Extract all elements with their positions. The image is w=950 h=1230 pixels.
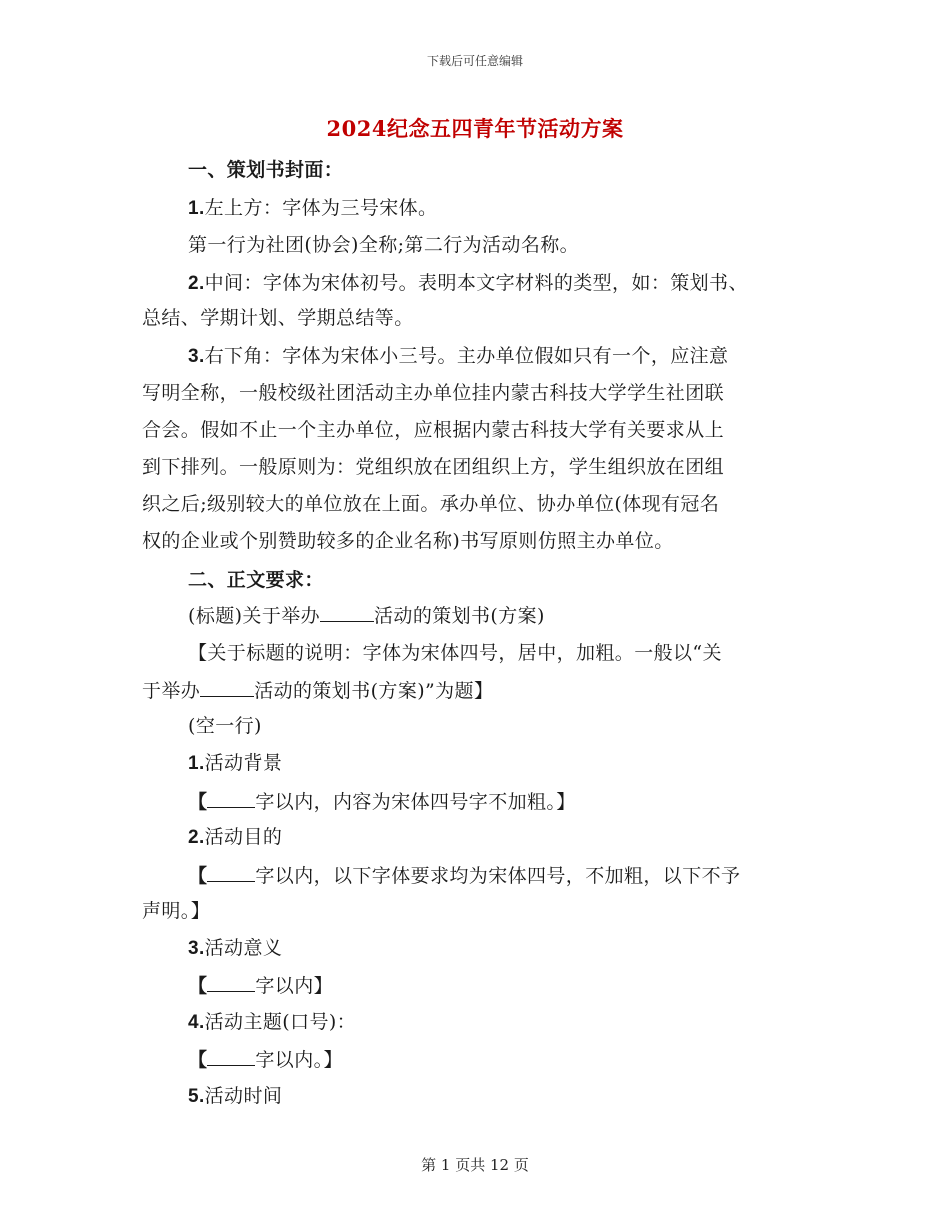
blank-underline <box>320 601 374 622</box>
s1-item-2-cont: 总结、学期计划、学期总结等。 <box>142 307 414 329</box>
bracket-open: 【 <box>188 1049 208 1071</box>
blank-underline <box>207 971 255 992</box>
s1-item-3-line-4: 到下排列。一般原则为：党组织放在团组织上方，学生组织放在团组 <box>142 456 725 478</box>
s2-item-2-note <box>188 861 740 890</box>
blank-underline <box>200 676 254 697</box>
s2-item-2-number: 2. <box>188 827 205 848</box>
s2-item-3-note-text: 字以内】 <box>255 975 334 997</box>
s2-item-2-note-cont: 声明。】 <box>142 900 211 922</box>
s2-item-4-note <box>188 1045 343 1074</box>
s1-item-3-text: 右下角：字体为宋体小三号。主办单位假如只有一个，应注意 <box>204 345 729 367</box>
s2-item-2-label: 活动目的 <box>204 826 283 848</box>
s2-note-suffix: 活动的策划书(方案)”为题】 <box>254 680 494 702</box>
s1-item-2-number: 2. <box>188 273 205 294</box>
s1-item-3-line-2: 写明全称，一般校级社团活动主办单位挂内蒙古科技大学学生社团联 <box>142 382 725 404</box>
s2-note-prefix: 于举办 <box>142 680 201 702</box>
s2-title-note-line-1: 【关于标题的说明：字体为宋体四号，居中，加粗。一般以“关 <box>188 642 722 664</box>
s2-item-5 <box>188 1082 282 1111</box>
s2-item-4-number: 4. <box>188 1012 205 1033</box>
s2-item-5-number: 5. <box>188 1086 205 1107</box>
s2-item-2 <box>188 823 282 852</box>
s1-item-3-line-3: 合会。假如不止一个主办单位，应根据内蒙古科技大学有关要求从上 <box>142 419 725 441</box>
blank-underline <box>207 1045 255 1066</box>
s2-title-suffix: 活动的策划书(方案) <box>374 605 545 627</box>
s2-item-1-note-text: 字以内，内容为宋体四号字不加粗。】 <box>255 791 576 813</box>
s2-empty-line-note: (空一行) <box>188 715 262 737</box>
s2-item-3-number: 3. <box>188 938 205 959</box>
s1-item-2 <box>188 269 748 298</box>
s1-item-2-text: 中间：字体为宋体初号。表明本文字材料的类型，如：策划书、 <box>204 272 748 294</box>
s2-item-1-number: 1. <box>188 753 205 774</box>
s2-item-4 <box>188 1008 356 1037</box>
s1-item-3-number: 3. <box>188 346 205 367</box>
page-header-note: 下载后可任意编辑 <box>426 54 523 68</box>
s1-item-3-line-5: 织之后;级别较大的单位放在上面。承办单位、协办单位(体现有冠名 <box>142 493 720 515</box>
s1-item-1-number: 1. <box>188 198 205 219</box>
blank-underline <box>207 861 255 882</box>
s2-item-2-note-text: 字以内，以下字体要求均为宋体四号，不加粗，以下不予 <box>255 865 741 887</box>
s2-item-4-note-text: 字以内。】 <box>255 1049 343 1071</box>
section-1-heading: 一、策划书封面： <box>188 159 344 181</box>
s1-item-3-line-6: 权的企业或个别赞助较多的企业名称)书写原则仿照主办单位。 <box>142 530 674 552</box>
s1-item-1 <box>188 194 437 223</box>
s2-item-3 <box>188 934 282 963</box>
section-2-heading: 二、正文要求： <box>188 569 324 591</box>
bracket-open: 【 <box>188 791 208 813</box>
bracket-open: 【 <box>188 865 208 887</box>
s1-item-1-sub: 第一行为社团(协会)全称;第二行为活动名称。 <box>188 234 580 256</box>
page-number-footer: 第 1 页共 12 页 <box>421 1156 529 1174</box>
document-title: 2024纪念五四青年节活动方案 <box>326 116 624 141</box>
blank-underline <box>207 787 255 808</box>
s2-item-4-label: 活动主题(口号)： <box>204 1011 357 1033</box>
s2-item-3-note <box>188 971 333 1000</box>
s2-item-1 <box>188 749 282 778</box>
s2-title-format <box>188 601 545 630</box>
s2-item-1-label: 活动背景 <box>204 752 283 774</box>
s2-title-note-line-2 <box>142 676 493 705</box>
bracket-open: 【 <box>188 975 208 997</box>
s2-item-1-note <box>188 787 576 816</box>
s1-item-1-text: 左上方：字体为三号宋体。 <box>204 197 438 219</box>
s2-item-3-label: 活动意义 <box>204 937 283 959</box>
s2-item-5-label: 活动时间 <box>204 1085 283 1107</box>
s2-title-prefix: (标题)关于举办 <box>188 605 321 627</box>
s1-item-3 <box>188 342 728 371</box>
